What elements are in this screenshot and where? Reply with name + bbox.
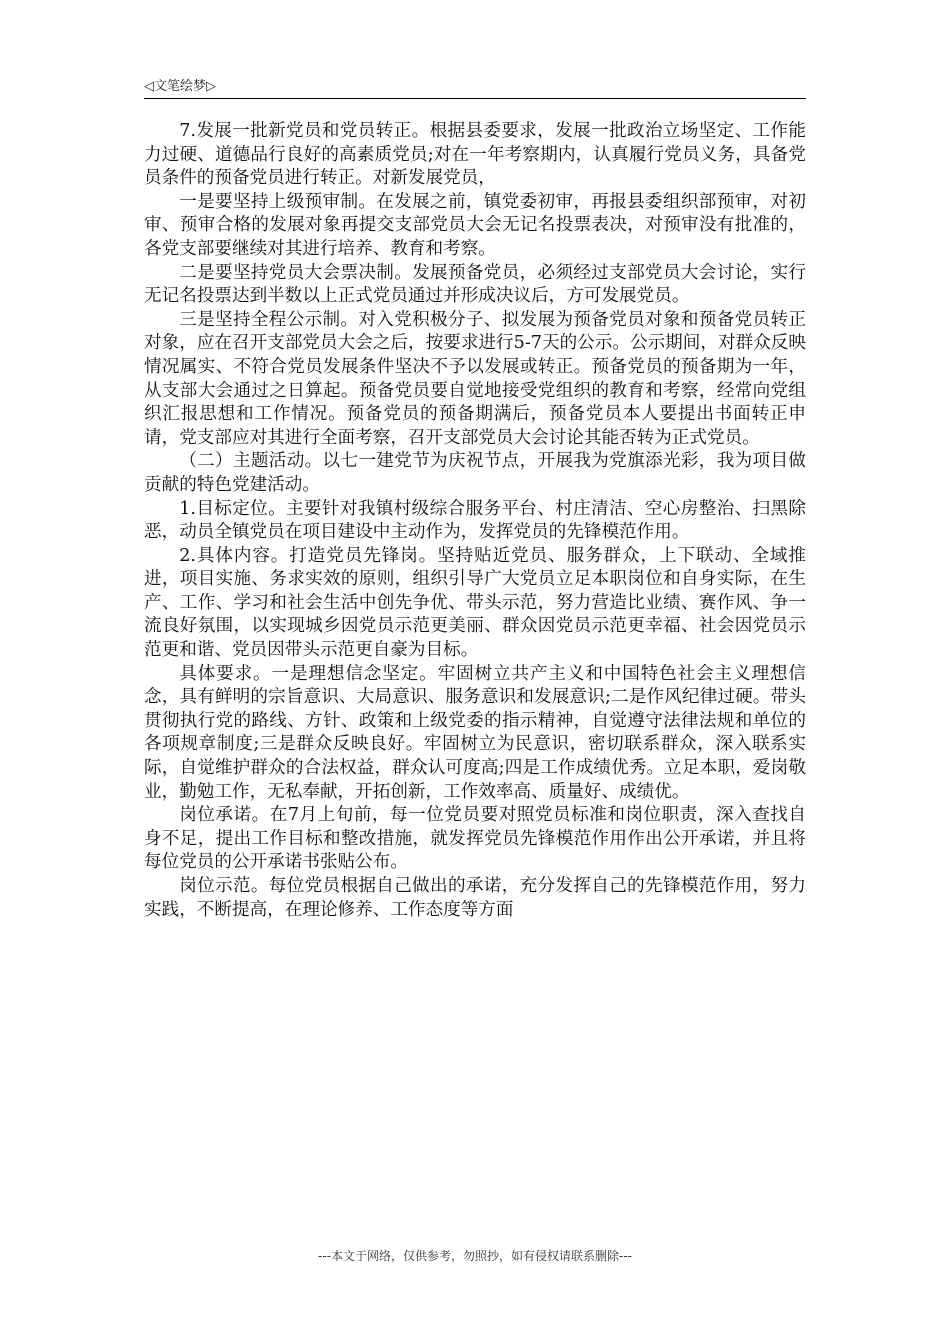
- paragraph-post-commitment: 岗位承诺。在7月上旬前，每一位党员要对照党员标准和岗位职责，深入查找自身不足，提出工作目标和整改措施，就发挥党员先锋模范作用作出公开承诺，并且将每位党员的公开承诺书张贴公布。: [144, 805, 806, 873]
- page-header: [144, 78, 806, 99]
- paragraph-publicity-system: 三是坚持全程公示制。对入党积极分子、拟发展为预备党员对象和预备党员转正对象，应在召开支部党员大会之后，按要求进行5-7天的公示。公示期间，对群众反映情况属实、不符合党员发展条件坚决不予以发展或转正。预备党员的预备期为一年，从支部大会通过之日算起。预备党员要自觉地接受党组织的教育和考察，经常向党组织汇报思想和工作情况。预备党员的预备期满后，预备党员本人要提出书面转正申请，党支部应对其进行全面考察，召开支部党员大会讨论其能否转为正式党员。: [144, 309, 806, 448]
- paragraph-develop-members: 7.发展一批新党员和党员转正。根据县委要求，发展一批政治立场坚定、工作能力过硬、道德品行良好的高素质党员;对在一年考察期内，认真履行党员义务，具备党员条件的预备党员进行转正。对新发展党员，: [144, 121, 806, 189]
- paragraph-specific-content: 2.具体内容。打造党员先锋岗。坚持贴近党员、服务群众，上下联动、全域推进，项目实施、务求实效的原则，组织引导广大党员立足本职岗位和自身实际，在生产、工作、学习和社会生活中创先争优、带头示范，努力营造比业绩、赛作风、争一流良好氛围，以实现城乡因党员示范更美丽、群众因党员示范更幸福、社会因党员示范更和谐、党员因带头示范更自豪为目标。: [144, 545, 806, 661]
- paragraph-specific-requirements: 具体要求。一是理想信念坚定。牢固树立共产主义和中国特色社会主义理想信念，具有鲜明的宗旨意识、大局意识、服务意识和发展意识;二是作风纪律过硬。带头贯彻执行党的路线、方针、政策和上级党委的指示精神，自觉遵守法律法规和单位的各项规章制度;三是群众反映良好。牢固树立为民意识，密切联系群众，深入联系实际，自觉维护群众的合法权益，群众认可度高;四是工作成绩优秀。立足本职，爱岗敬业，勤勉工作，无私奉献，开拓创新，工作效率高、质量好、成绩优。: [144, 663, 806, 802]
- paragraph-preview-system: 一是要坚持上级预审制。在发展之前，镇党委初审，再报县委组织部预审，对初审、预审合格的发展对象再提交支部党员大会无记名投票表决，对预审没有批准的，各党支部要继续对其进行培养、教育和考察。: [144, 191, 806, 259]
- paragraph-target-positioning: 1.目标定位。主要针对我镇村级综合服务平台、村庄清洁、空心房整治、扫黑除恶，动员全镇党员在项目建设中主动作为，发挥党员的先锋模范作用。: [144, 498, 806, 543]
- footer-notice: ---本文于网络，仅供参考，勿照抄，如有侵权请联系删除---: [318, 1249, 632, 1263]
- paragraph-vote-system: 二是要坚持党员大会票决制。发展预备党员，必须经过支部党员大会讨论，实行无记名投票达到半数以上正式党员通过并形成决议后，方可发展党员。: [144, 262, 806, 307]
- header-brand-text: 文笔绘梦: [154, 79, 207, 94]
- right-triangle-icon: ▷: [206, 79, 217, 94]
- paragraph-post-demonstration: 岗位示范。每位党员根据自己做出的承诺，充分发挥自己的先锋模范作用，努力实践，不断提高，在理论修养、工作态度等方面: [144, 876, 806, 920]
- left-triangle-icon: ◁: [144, 79, 154, 94]
- header-brand: [144, 78, 216, 96]
- document-body: [144, 120, 806, 922]
- paragraph-theme-activity: （二）主题活动。以七一建党节为庆祝节点，开展我为党旗添光彩，我为项目做贡献的特色党建活动。: [144, 451, 806, 495]
